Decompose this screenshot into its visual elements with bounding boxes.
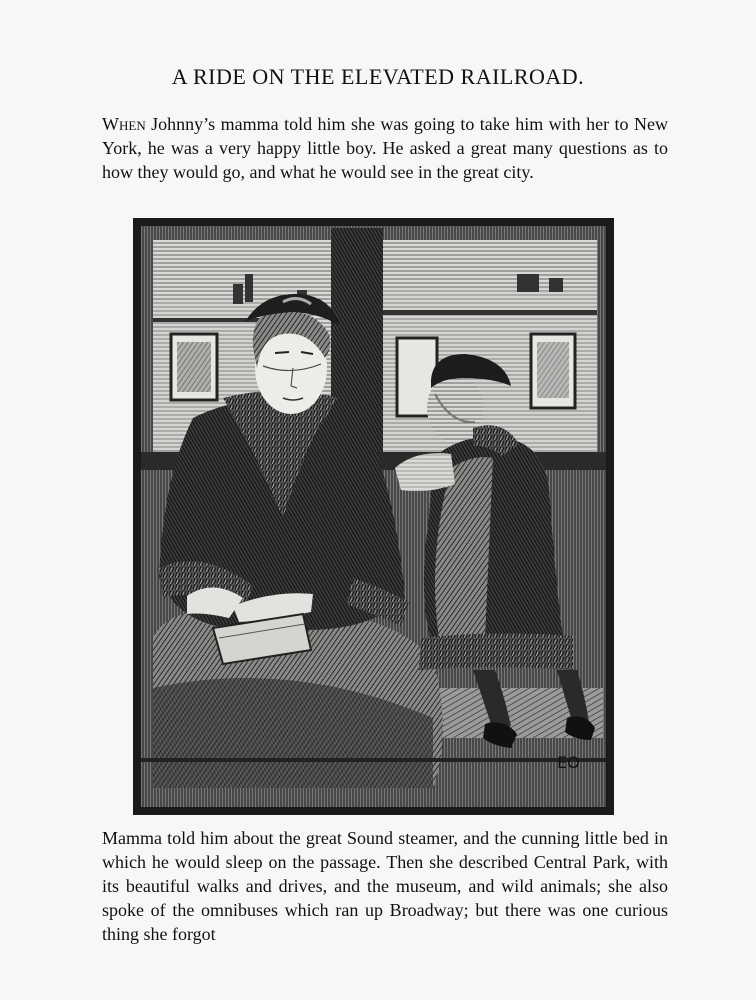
right-window — [383, 240, 597, 452]
opening-paragraph — [102, 112, 668, 184]
engraving-illustration — [133, 218, 614, 815]
opening-lead-word: When — [102, 114, 146, 134]
opening-paragraph-body: Johnny’s mamma told him she was going to take him with her to New York, he was a very happy little boy. He asked a great many questions as to how they would go, and what he would see in the great city. — [102, 114, 668, 182]
closing-paragraph — [102, 826, 668, 946]
closing-paragraph-text: Mamma told him about the great Sound steamer, and the cunning little bed in which he would sleep on the passage. Then she described Central Park, with its beautiful walks and drives, and the museum, and wild animals; she also spoke of the omnibuses which ran up Broadway; but there was one curious thing she forgot — [102, 828, 668, 944]
page-title: A RIDE ON THE ELEVATED RAILROAD. — [171, 64, 585, 89]
opening-paragraph-text — [102, 112, 668, 184]
artist-signature: EO — [557, 753, 580, 772]
